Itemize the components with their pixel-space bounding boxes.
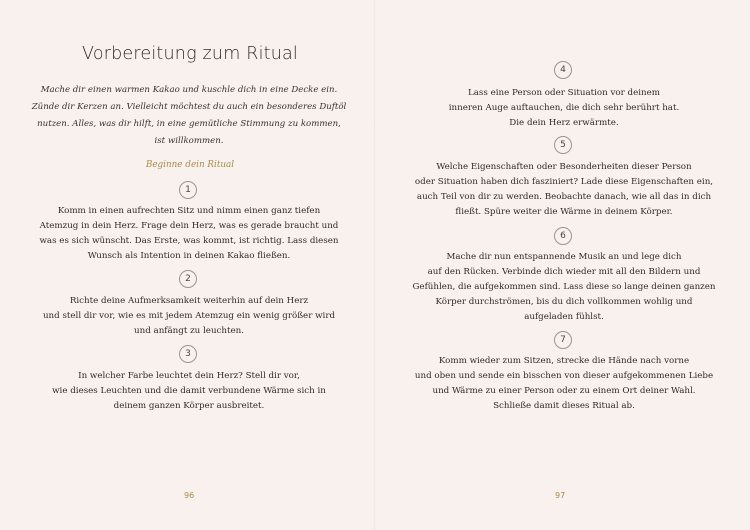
intro-line: Mache dir einen warmen Kakao und kuschle dich in eine Decke ein. [40, 85, 338, 95]
step-line: und anfängt zu leuchten. [134, 326, 244, 336]
step-line: fließt. Spüre weiter die Wärme in deinem Körper. [455, 207, 673, 217]
step-line: Atemzug in dein Herz. Frage dein Herz, was es gerade braucht und [39, 221, 339, 231]
step-line: aufgeladen fühlst. [524, 312, 604, 322]
step-line: auf den Rücken. Verbinde dich wieder mit all den Bildern und [427, 267, 701, 277]
step-number-2: 2 [179, 270, 197, 288]
page-title: Vorbereitung zum Ritual [82, 44, 298, 64]
step-line: und Wärme zu einer Person oder zu einem Ort deiner Wahl. [432, 386, 696, 396]
step-number-3: 3 [179, 345, 197, 363]
page-number-left: 96 [184, 491, 195, 500]
step-line: und oben und sende ein bisschen von dieser aufgekommenen Liebe [414, 371, 714, 381]
step-text-7 [403, 354, 725, 414]
step-line: Gefühlen, die aufgekommen sind. Lass diese so lange deinen ganzen [412, 282, 716, 292]
step-number-6: 6 [554, 227, 572, 245]
step-line: deinem ganzen Körper ausbreitet. [113, 401, 265, 411]
step-line: Wunsch als Intention in deinen Kakao fließen. [87, 251, 291, 261]
step-text-2 [28, 294, 350, 339]
step-line: Komm in einen aufrechten Sitz und nimm einen ganz tiefen [57, 206, 321, 216]
right-page [375, 0, 750, 530]
intro-line: ist willkommen. [154, 136, 224, 146]
step-line: Die dein Herz erwärmte. [509, 118, 619, 128]
step-line: Welche Eigenschaften oder Besonderheiten dieser Person [436, 162, 692, 172]
ritual-subheading: Beginne dein Ritual [145, 160, 235, 170]
step-line: oder Situation haben dich fasziniert? Lade diese Eigenschaften ein, [414, 177, 714, 187]
step-line: Schließe damit dieses Ritual ab. [493, 401, 635, 411]
step-line: auch Teil von dir zu werden. Beobachte danach, wie all das in dich [416, 192, 712, 202]
step-text-3 [28, 369, 350, 414]
intro-paragraph [30, 82, 348, 150]
step-text-5 [403, 160, 725, 220]
step-number-5: 5 [554, 136, 572, 154]
page-number-right: 97 [555, 491, 566, 500]
step-line: und stell dir vor, wie es mit jedem Atemzug ein wenig größer wird [42, 311, 336, 321]
step-number-4: 4 [554, 61, 572, 79]
step-number-7: 7 [554, 331, 572, 349]
step-text-4 [403, 86, 725, 131]
intro-line: nutzen. Alles, was dir hilft, in eine gemütliche Stimmung zu kommen, [37, 119, 341, 129]
step-line: In welcher Farbe leuchtet dein Herz? Stell dir vor, [78, 371, 300, 381]
step-text-1 [28, 204, 350, 264]
step-line: Komm wieder zum Sitzen, strecke die Hände nach vorne [438, 356, 690, 366]
step-line: Lass eine Person oder Situation vor deinem [467, 88, 661, 98]
step-line: wie dieses Leuchten und die damit verbundene Wärme sich in [52, 386, 326, 396]
step-line: Körper durchströmen, bis du dich vollkommen wohlig und [435, 297, 693, 307]
step-text-6 [403, 250, 725, 325]
step-line: Mache dir nun entspannende Musik an und lege dich [446, 252, 682, 262]
step-line: inneren Auge auftauchen, die dich sehr berührt hat. [448, 103, 680, 113]
step-number-1: 1 [179, 181, 197, 199]
step-line: was es sich wünscht. Das Erste, was kommt, ist richtig. Lass diesen [39, 236, 339, 246]
intro-line: Zünde dir Kerzen an. Vielleicht möchtest du auch ein besonderes Duftöl [31, 102, 347, 112]
step-line: Richte deine Aufmerksamkeit weiterhin auf dein Herz [69, 296, 309, 306]
